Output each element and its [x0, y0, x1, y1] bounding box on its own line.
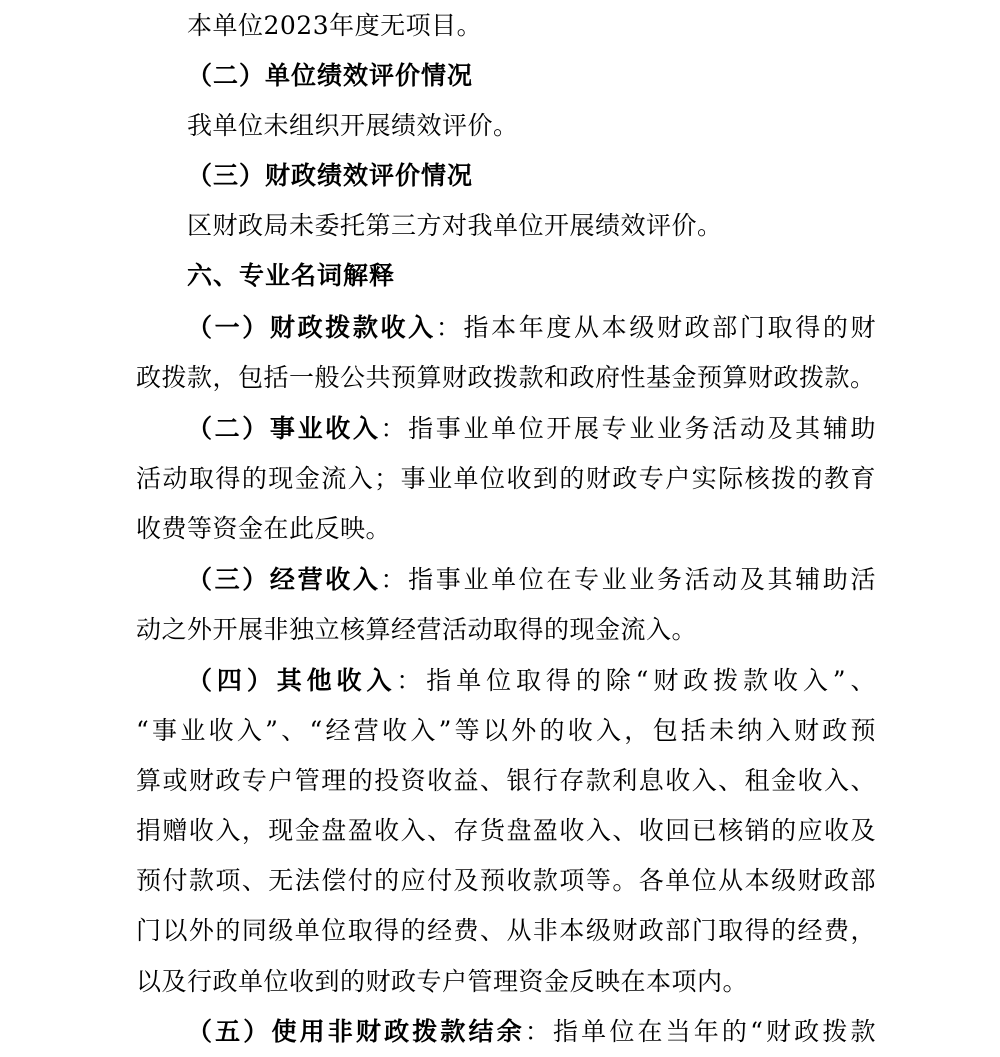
term-definition-continuation: 以及行政单位收到的财政专户管理资金反映在本项内。 — [136, 967, 749, 996]
term-other-income — [187, 656, 876, 706]
term-label: （四）其他收入 — [187, 666, 397, 695]
paragraph-no-project: 本单位2023年度无项目。 — [187, 11, 483, 40]
term-label: （三）经营收入 — [187, 565, 381, 594]
term-non-fiscal-surplus — [187, 1007, 876, 1057]
term-definition-continuation: 捐赠收入，现金盘盈收入、存货盘盈收入、收回已核销的应收及 — [136, 816, 876, 845]
term-label: （二）事业收入 — [187, 414, 381, 443]
term-business-income — [187, 404, 876, 454]
paragraph-unit-evaluation: 我单位未组织开展绩效评价。 — [187, 111, 519, 140]
term-label: （五）使用非财政拨款结余 — [187, 1017, 525, 1046]
term-definition-continuation: 动之外开展非独立核算经营活动取得的现金流入。 — [136, 615, 698, 644]
paragraph-finance-evaluation: 区财政局未委托第三方对我单位开展绩效评价。 — [187, 211, 723, 240]
term-label: （一）财政拨款收入 — [187, 313, 436, 342]
term-definition-continuation: 收费等资金在此反映。 — [136, 514, 392, 543]
term-definition: ：指事业单位在专业业务活动及其辅助活 — [380, 565, 876, 594]
term-definition: ：指本年度从本级财政部门取得的财 — [435, 313, 876, 342]
section-heading-terms: 六、专业名词解释 — [187, 261, 396, 290]
term-definition-continuation: 政拨款，包括一般公共预算财政拨款和政府性基金预算财政拨款。 — [136, 363, 876, 392]
term-definition: ：指单位在当年的“财政拨款 — [524, 1017, 876, 1046]
term-definition-continuation: 活动取得的现金流入；事业单位收到的财政专户实际核拨的教育 — [136, 464, 876, 493]
term-definition: ：指事业单位开展专业业务活动及其辅助 — [380, 414, 876, 443]
section-heading-unit-evaluation: （二）单位绩效评价情况 — [187, 61, 474, 90]
term-definition-continuation: 算或财政专户管理的投资收益、银行存款利息收入、租金收入、 — [136, 766, 876, 795]
term-operating-income — [187, 555, 876, 605]
term-definition-continuation: 门以外的同级单位取得的经费、从非本级财政部门取得的经费， — [136, 916, 876, 945]
term-definition-continuation: “事业收入”、“经营收入”等以外的收入，包括未纳入财政预 — [136, 716, 876, 745]
term-definition: ：指单位取得的除“财政拨款收入”、 — [396, 666, 876, 695]
term-fiscal-appropriation — [187, 303, 876, 353]
section-heading-finance-evaluation: （三）财政绩效评价情况 — [187, 161, 474, 190]
term-definition-continuation: 预付款项、无法偿付的应付及预收款项等。各单位从本级财政部 — [136, 866, 876, 895]
